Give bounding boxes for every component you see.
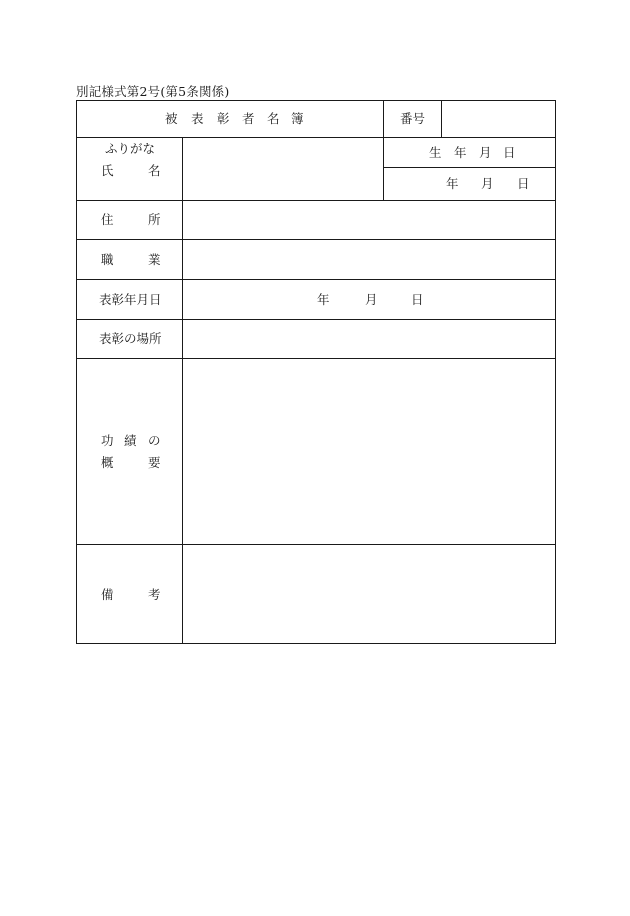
furigana-label: ふりがな <box>105 141 156 156</box>
award-date-label: 表彰年月日 <box>99 292 162 307</box>
achievement-label-char: 功 <box>101 433 114 448</box>
number-label: 番号 <box>400 111 426 126</box>
birthdate-label-char: 年 <box>454 145 467 160</box>
award-place-field[interactable] <box>184 321 554 357</box>
birthdate-day-unit: 日 <box>517 176 530 191</box>
remarks-label-char: 考 <box>148 587 161 602</box>
register-title-char: 名 <box>267 111 280 126</box>
birthdate-year-unit: 年 <box>446 176 459 191</box>
award-recipient-register-form <box>76 100 556 644</box>
address-field[interactable] <box>184 202 554 238</box>
name-label-char: 名 <box>148 163 161 178</box>
birthdate-label-char: 生 <box>429 145 442 160</box>
number-field[interactable] <box>443 102 553 136</box>
name-field[interactable] <box>184 139 382 199</box>
achievement-label-char: 概 <box>101 455 114 470</box>
form-caption: 別記様式第2号(第5条関係) <box>76 84 230 99</box>
award-date-day-unit: 日 <box>411 292 424 307</box>
address-label-char: 住 <box>101 212 114 227</box>
address-label-char: 所 <box>148 212 161 227</box>
occupation-label-char: 業 <box>148 252 161 267</box>
register-title-char: 表 <box>191 111 204 126</box>
achievement-label-char: 績 <box>124 433 137 448</box>
birthdate-label-char: 月 <box>479 145 492 160</box>
occupation-label-char: 職 <box>101 252 114 267</box>
award-date-year-unit: 年 <box>317 292 330 307</box>
register-title-char: 者 <box>242 111 255 126</box>
remarks-field[interactable] <box>184 546 554 642</box>
occupation-field[interactable] <box>184 241 554 278</box>
achievement-label-char: の <box>148 433 161 448</box>
register-title-char: 彰 <box>217 111 230 126</box>
achievement-summary-field[interactable] <box>184 360 554 543</box>
award-place-label: 表彰の場所 <box>99 331 162 346</box>
birthdate-month-unit: 月 <box>481 176 494 191</box>
register-title-char: 被 <box>165 111 178 126</box>
remarks-label-char: 備 <box>101 587 114 602</box>
name-label-char: 氏 <box>101 163 114 178</box>
birthdate-label-char: 日 <box>503 145 516 160</box>
register-title-char: 簿 <box>291 111 304 126</box>
achievement-label-char: 要 <box>148 455 161 470</box>
award-date-month-unit: 月 <box>365 292 378 307</box>
